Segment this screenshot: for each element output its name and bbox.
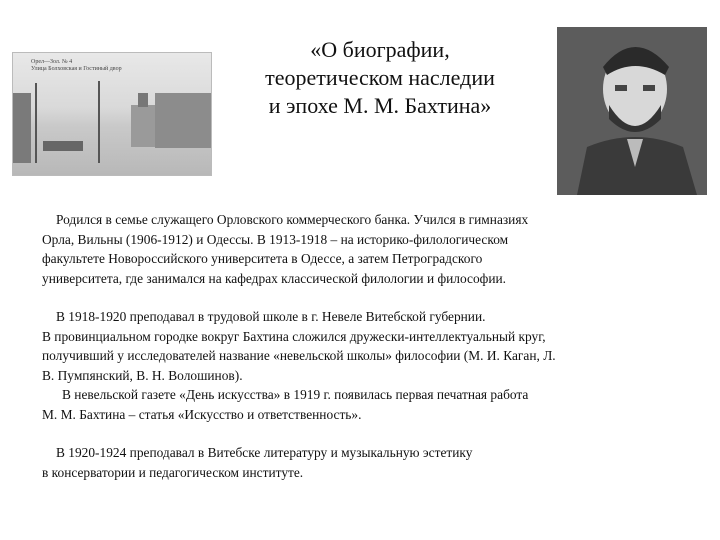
title-line: теоретическом наследии (265, 65, 495, 90)
text-line: Орла, Вильны (1906-1912) и Одессы. В 1913-1918 – на историко-филологическом (42, 231, 509, 247)
text-line: получивший у исследователей название «невельской школы» философии (М. И. Каган, Л. (42, 348, 556, 363)
photo-caption: Орел—Зол. № 4 Улица Болховская и Гостиный двор (31, 59, 122, 72)
text-line: В невельской газете «День искусства» в 1919 г. появилась первая печатная работа (62, 387, 529, 402)
text-line: В. Пумпянский, В. Н. Волошинов). (42, 367, 243, 383)
slide-title (215, 36, 545, 120)
text-line: факультете Новороссийского университета в Одессе, а затем Петроградского (42, 251, 483, 266)
text-line: В провинциальном городке вокруг Бахтина сложился дружески-интеллектуальный круг, (42, 328, 546, 344)
text-line: М. М. Бахтина – статья «Искусство и ответственность». (42, 406, 362, 422)
portrait-photo (557, 27, 707, 195)
text-line: В 1918-1920 преподавал в трудовой школе в г. Невеле Витебской губернии. (56, 309, 486, 324)
paragraph-2 (42, 307, 692, 424)
text-line: Родился в семье служащего Орловского коммерческого банка. Учился в гимназиях (56, 212, 529, 227)
text-line: В 1920-1924 преподавал в Витебске литературу и музыкальную эстетику (56, 445, 473, 460)
paragraph-3 (42, 443, 692, 482)
street-photo (12, 52, 212, 176)
text-line: университета, где занимался на кафедрах классической филологии и философии. (42, 270, 507, 286)
title-line: «О биографии, (310, 37, 450, 62)
paragraph-1 (42, 210, 692, 288)
text-line: в консерватории и педагогическом институте. (42, 464, 304, 480)
title-line: и эпохе М. М. Бахтина» (268, 93, 492, 118)
